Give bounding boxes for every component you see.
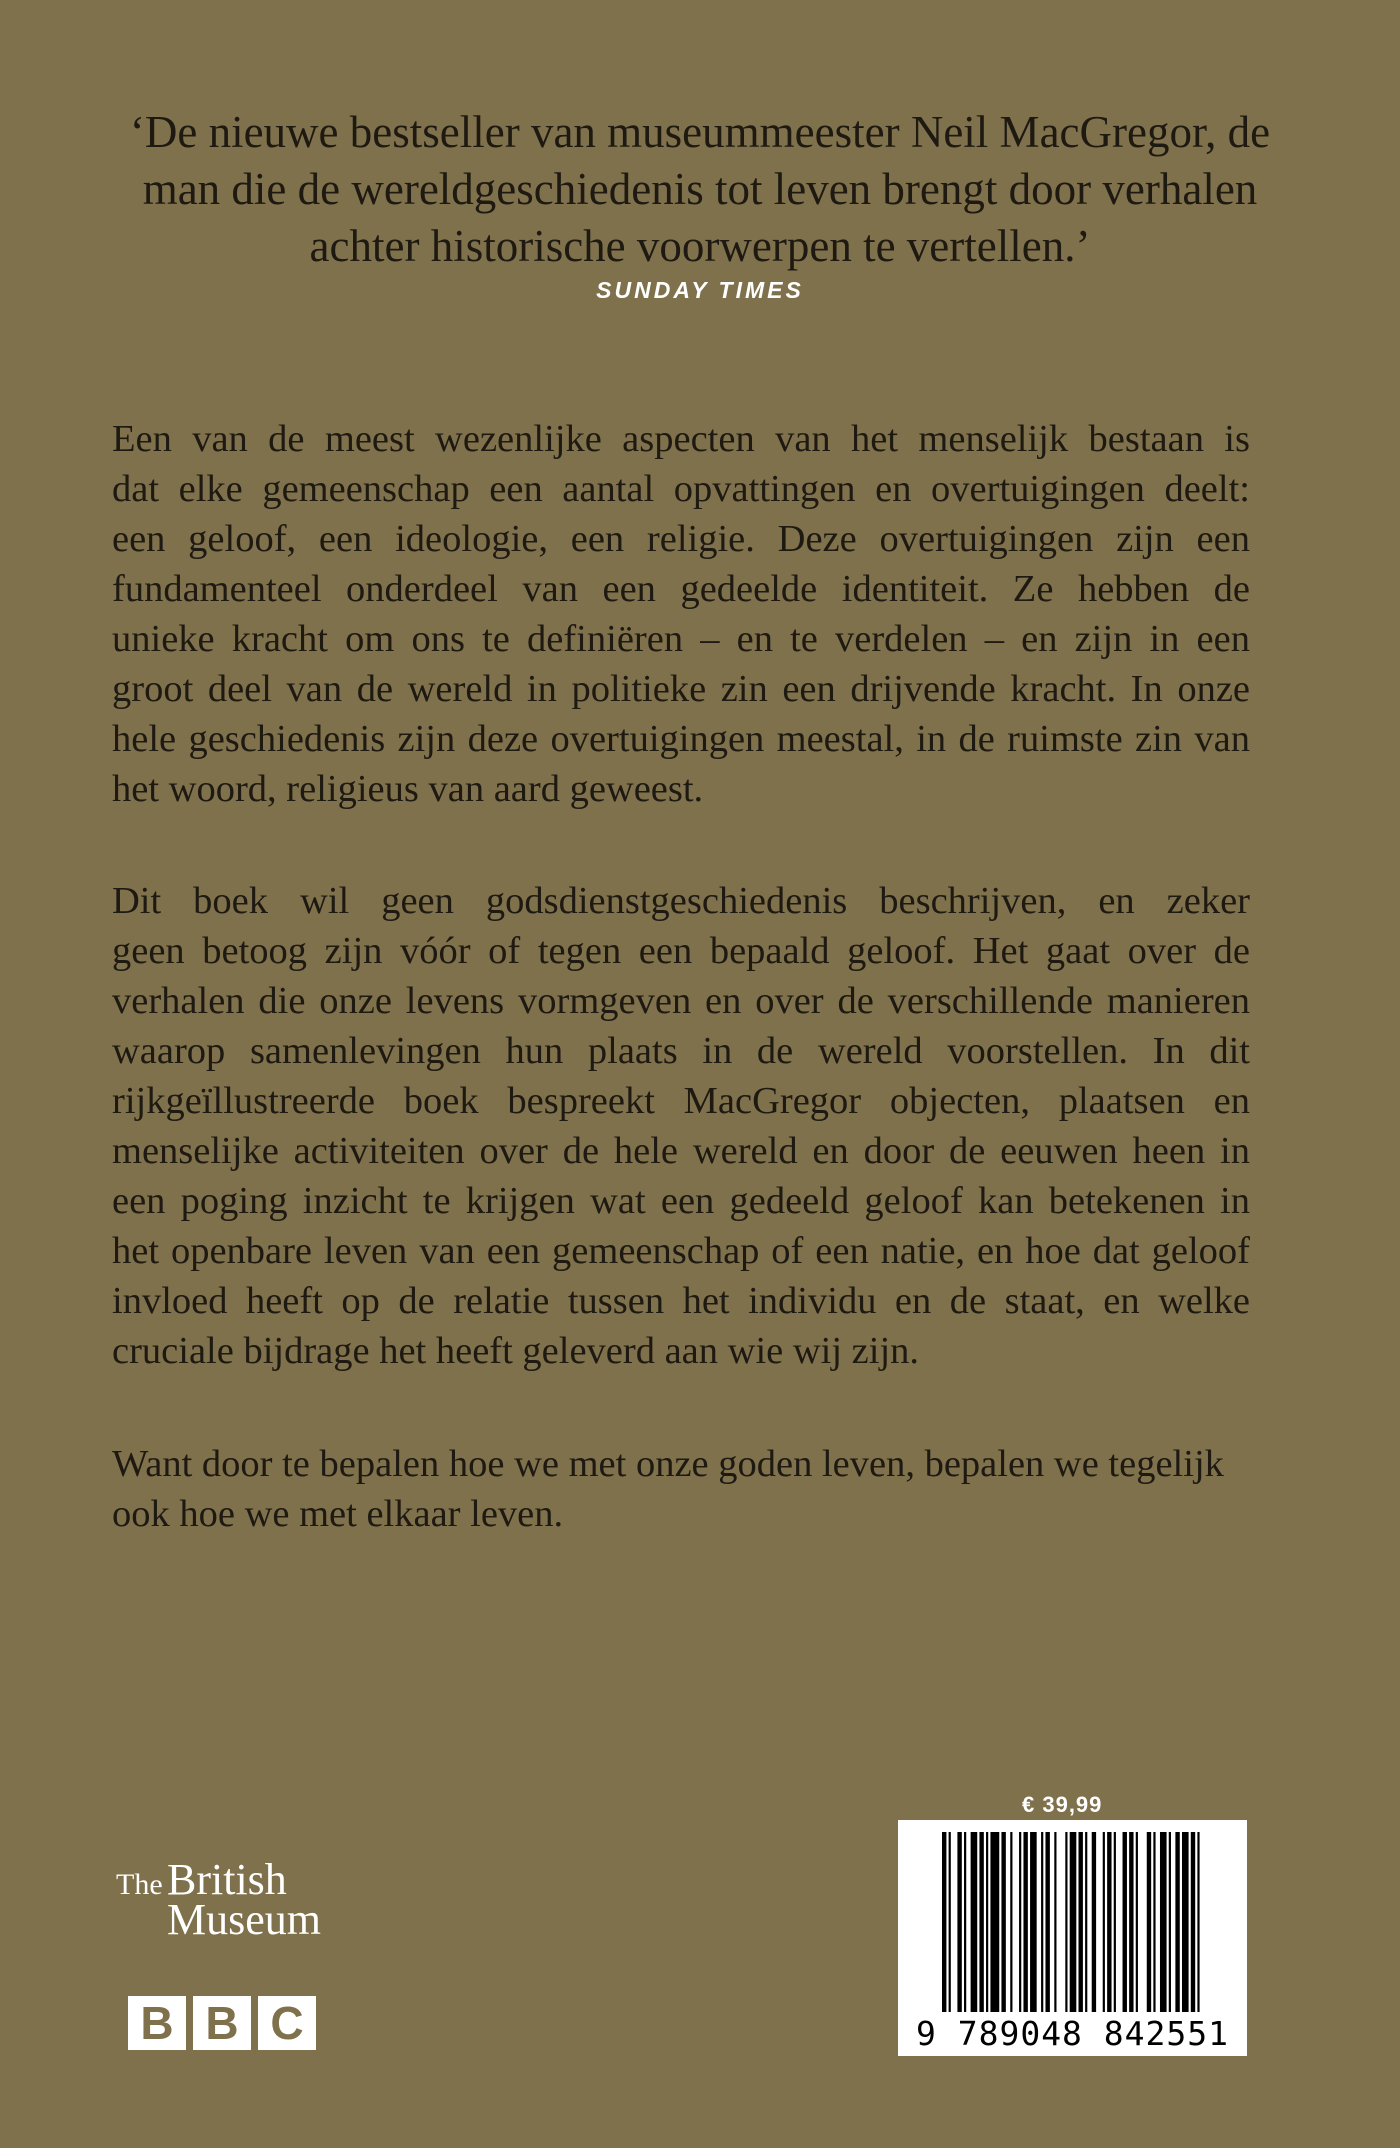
barcode-bar <box>964 1832 966 2012</box>
quote-line: achter historische voorwerpen te vertellen.’ <box>309 221 1091 271</box>
barcode-bar <box>971 1832 978 2012</box>
barcode-bar <box>1030 1832 1037 2012</box>
barcode <box>898 1820 1247 2056</box>
barcode-bar <box>1114 1832 1116 2012</box>
barcode-bar <box>1023 1832 1027 2012</box>
barcode-bars <box>942 1832 1204 2012</box>
text-line: menselijke activiteiten over de hele wereld en door de eeuwen heen in <box>112 1130 1250 1172</box>
barcode-bar <box>1070 1832 1077 2012</box>
text-line: Want door te bepalen hoe we met onze goden leven, bepalen we tegelijk <box>112 1443 1224 1485</box>
text-line: verhalen die onze levens vormgeven en over de verschillende manieren <box>112 980 1250 1022</box>
logo-text-british: British <box>167 1855 287 1904</box>
barcode-bar <box>1085 1832 1087 2012</box>
price-label: € 39,99 <box>1022 1792 1103 1817</box>
barcode-bar <box>986 1832 988 2012</box>
text-line: een poging inzicht te krijgen wat een gedeeld geloof kan betekenen in <box>112 1180 1250 1222</box>
barcode-bar <box>942 1832 946 2012</box>
barcode-bar <box>1019 1832 1021 2012</box>
barcode-bar <box>1169 1832 1171 2012</box>
bbc-letter: B <box>193 1996 251 2050</box>
barcode-bar <box>1160 1832 1167 2012</box>
text-line: waarop samenlevingen hun plaats in de wereld voorstellen. In dit <box>112 1030 1250 1072</box>
barcode-bar <box>979 1832 983 2012</box>
logo-text-museum: Museum <box>167 1895 321 1944</box>
barcode-bar <box>949 1832 951 2012</box>
barcode-bar <box>1079 1832 1083 2012</box>
barcode-bar <box>1103 1832 1105 2012</box>
barcode-bar <box>1191 1832 1195 2012</box>
blurb-text <box>112 414 1250 1539</box>
blurb-paragraph-3 <box>112 1439 1250 1539</box>
text-line: hele geschiedenis zijn deze overtuigingen meestal, in de ruimste zin van <box>112 718 1250 760</box>
barcode-bar <box>1136 1832 1138 2012</box>
text-line: unieke kracht om ons te definiëren – en te verdelen – en zijn in een <box>112 618 1250 660</box>
barcode-bar <box>1175 1832 1179 2012</box>
isbn-number: 9 789048 842551 <box>915 2014 1229 2053</box>
blurb-paragraph-1 <box>112 414 1250 814</box>
barcode-bar <box>1129 1832 1133 2012</box>
british-museum-logo <box>116 1850 376 1950</box>
barcode-bar <box>1123 1832 1127 2012</box>
barcode-bar <box>990 1832 999 2012</box>
barcode-bar <box>957 1832 961 2012</box>
barcode-bar <box>1041 1832 1043 2012</box>
text-line: invloed heeft op de relatie tussen het individu en de staat, en welke <box>112 1280 1250 1322</box>
bbc-letter: B <box>128 1996 186 2050</box>
text-line: fundamenteel onderdeel van een gedeelde identiteit. Ze hebben de <box>112 568 1250 610</box>
text-line: rijkgeïllustreerde boek bespreekt MacGregor objecten, plaatsen en <box>112 1080 1250 1122</box>
barcode-bar <box>1045 1832 1049 2012</box>
barcode-bar <box>1001 1832 1005 2012</box>
barcode-bar <box>1065 1832 1067 2012</box>
text-line: Dit boek wil geen godsdienstgeschiedenis beschrijven, en zeker <box>112 880 1250 922</box>
bbc-logo <box>128 1996 316 2050</box>
barcode-bar <box>1092 1832 1096 2012</box>
bbc-letter: C <box>258 1996 316 2050</box>
barcode-bar <box>1182 1832 1189 2012</box>
text-line: groot deel van de wereld in politieke zin een drijvende kracht. In onze <box>112 668 1250 710</box>
text-line: het woord, religieus van aard geweest. <box>112 768 704 810</box>
text-line: ook hoe we met elkaar leven. <box>112 1493 564 1535</box>
barcode-bar <box>1147 1832 1151 2012</box>
pull-quote <box>120 104 1280 275</box>
barcode-bar <box>1107 1832 1111 2012</box>
text-line: geen betoog zijn vóór of tegen een bepaald geloof. Het gaat over de <box>112 930 1250 972</box>
barcode-bar <box>1054 1832 1056 2012</box>
text-line: cruciale bijdrage het heeft geleverd aan wie wij zijn. <box>112 1330 920 1372</box>
quote-line: ‘De nieuwe bestseller van museummeester Neil MacGregor, de <box>129 107 1271 157</box>
quote-line: man die de wereldgeschiedenis tot leven brengt door verhalen <box>142 164 1258 214</box>
barcode-bar <box>1153 1832 1155 2012</box>
logo-text-the: The <box>116 1868 163 1901</box>
barcode-bar <box>1197 1832 1199 2012</box>
text-line: het openbare leven van een gemeenschap of een natie, en hoe dat geloof <box>112 1230 1250 1272</box>
text-line: dat elke gemeenschap een aantal opvattingen en overtuigingen deelt: <box>112 468 1250 510</box>
quote-source: SUNDAY TIMES <box>596 277 804 303</box>
blurb-paragraph-2 <box>112 876 1250 1376</box>
text-line: een geloof, een ideologie, een religie. Deze overtuigingen zijn een <box>112 518 1250 560</box>
text-line: Een van de meest wezenlijke aspecten van het menselijk bestaan is <box>112 418 1250 460</box>
barcode-bar <box>1010 1832 1012 2012</box>
